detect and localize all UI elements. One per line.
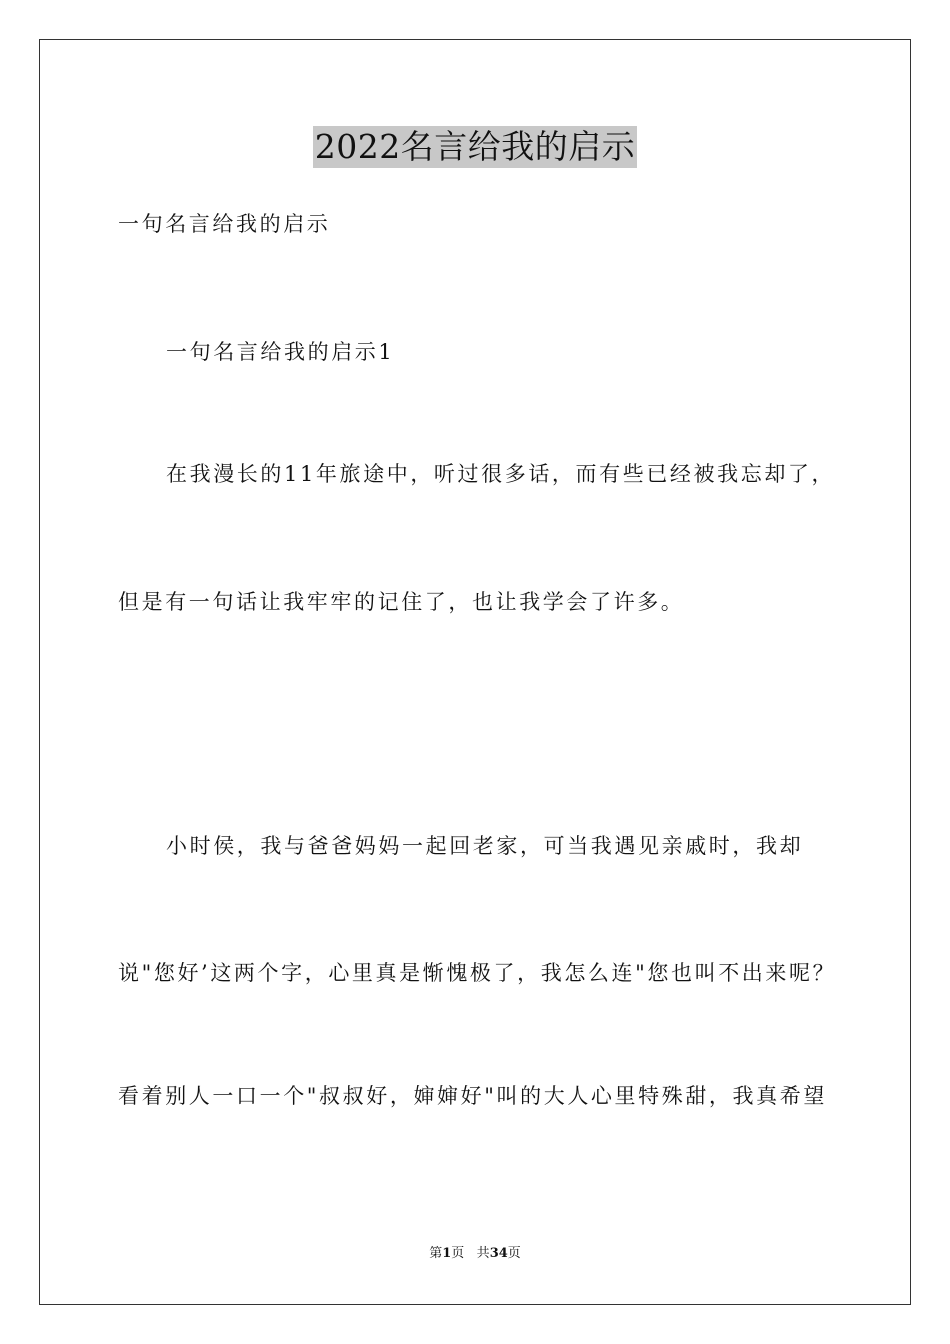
total-suffix: 页 xyxy=(507,1246,521,1261)
paragraph-line-1: 在我漫长的11年旅途中，听过很多话，而有些已经被我忘却了， xyxy=(166,462,836,486)
paragraph-line-4: 说"您好’这两个字，心里真是惭愧极了，我怎么连"您也叫不出来呢？ xyxy=(118,961,837,985)
page-footer xyxy=(0,1245,950,1263)
document-title-text: 2022名言给我的启示 xyxy=(314,127,636,166)
page-number: 1 xyxy=(442,1246,452,1261)
total-prefix: 共 xyxy=(476,1246,490,1261)
section-heading: 一句名言给我的启示1 xyxy=(166,340,395,364)
document-subtitle: 一句名言给我的启示 xyxy=(118,212,331,236)
paragraph-line-3: 小时侯，我与爸爸妈妈一起回老家，可当我遇见亲戚时，我却 xyxy=(166,834,804,858)
total-pages: 34 xyxy=(489,1246,508,1261)
page-prefix: 第 xyxy=(429,1246,443,1261)
page-suffix: 页 xyxy=(451,1246,465,1261)
paragraph-line-5: 看着别人一口一个"叔叔好，婶婶好"叫的大人心里特殊甜，我真希望 xyxy=(118,1084,827,1108)
paragraph-line-2: 但是有一句话让我牢牢的记住了，也让我学会了许多。 xyxy=(118,590,685,614)
document-title xyxy=(0,126,950,168)
